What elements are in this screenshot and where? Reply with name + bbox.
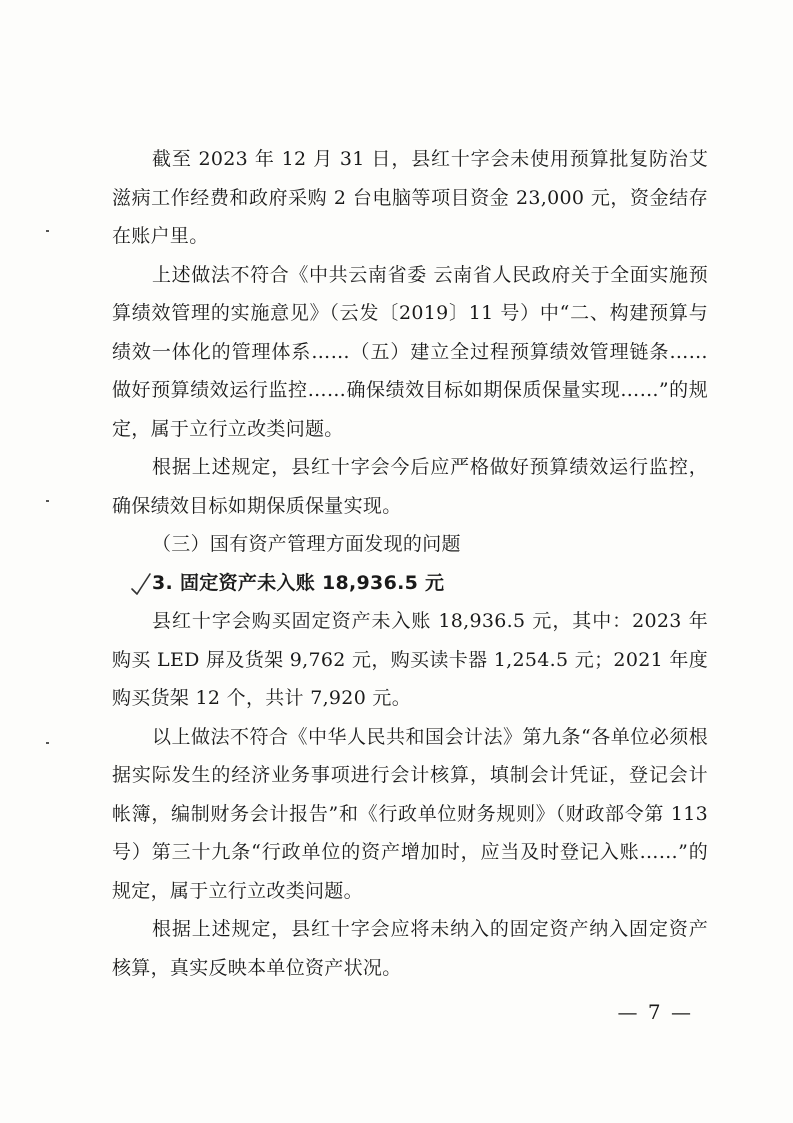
- item-heading-text: 3. 固定资产未入账 18,936.5 元: [152, 571, 445, 594]
- paragraph-2: 上述做法不符合《中共云南省委 云南省人民政府关于全面实施预算绩效管理的实施意见》（云发〔2019〕11 号）中“二、构建预算与绩效一体化的管理体系……（五）建立全过程预算绩效管理链条……做好预算绩效运行监控……确保绩效目标如期保质保量实现……”的规定，属于立行立改类问题。: [112, 263, 708, 440]
- paragraph-5: 以上做法不符合《中华人民共和国会计法》第九条“各单位必须根据实际发生的经济业务事项进行会计核算，填制会计凭证，登记会计帐簿，编制财务会计报告”和《行政单位财务规则》（财政部令第 113 号）第三十九条“行政单位的资产增加时，应当及时登记入账……”的规定，属于立行立改类问题。: [112, 725, 708, 902]
- paragraph-3: 根据上述规定，县红十字会今后应严格做好预算绩效运行监控，确保绩效目标如期保质保量实现。: [112, 456, 708, 517]
- item-heading: [112, 564, 708, 603]
- page-number: — 7 —: [617, 1000, 693, 1024]
- body-text: [112, 140, 708, 987]
- paragraph-4: 县红十字会购买固定资产未入账 18,936.5 元，其中：2023 年购买 LED 屏及货架 9,762 元，购买读卡器 1,254.5 元；2021 年度购买货架 12 个，共计 7,920 元。: [112, 610, 708, 709]
- section-heading: （三）国有资产管理方面发现的问题: [152, 533, 461, 555]
- handwritten-checkmark-icon: [130, 572, 152, 596]
- paragraph-6: 根据上述规定，县红十字会应将未纳入的固定资产纳入固定资产核算，真实反映本单位资产状况。: [112, 918, 708, 979]
- scan-mark: [46, 230, 49, 232]
- paragraph-1: 截至 2023 年 12 月 31 日，县红十字会未使用预算批复防治艾滋病工作经费和政府采购 2 台电脑等项目资金 23,000 元，资金结存在账户里。: [112, 148, 708, 247]
- scan-mark: [46, 742, 49, 744]
- scan-mark: [46, 500, 49, 502]
